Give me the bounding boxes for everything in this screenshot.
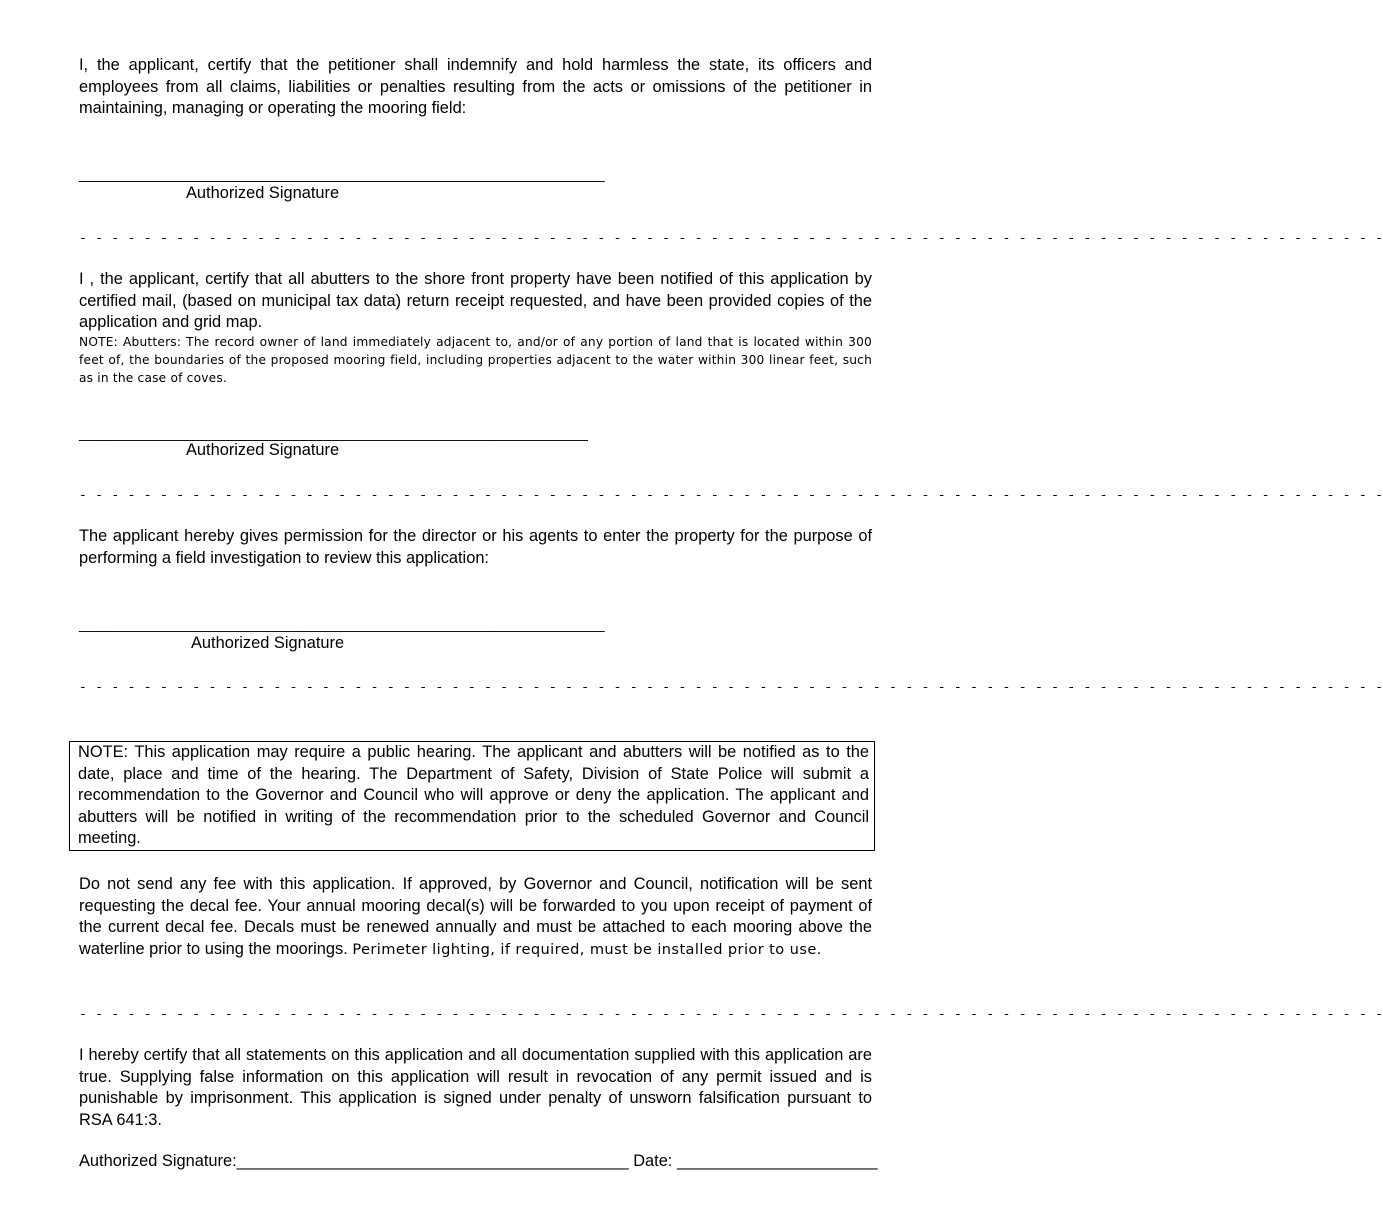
- fee-instructions-text: Do not send any fee with this application. If approved, by Governor and Council, notification will be sent requesting the decal fee. Your annual mooring decal(s) will be forwarded to you upon receipt of payment of the current decal fee. Decals must be renewed annually and must be attached to each mooring above the waterline prior to using the moorings.: [79, 875, 872, 958]
- signature-label-3: Authorized Signature: [191, 634, 345, 652]
- separator-1: - - - - - - - - - - - - - - - - - - - - - - - - - - - - - - - - - - - - - - - - - - - - - - - - - - - - - - - - - - - - - - - - - - - - - - - - - - - - - - - - -: [79, 231, 1383, 246]
- abutters-certification-text: I , the applicant, certify that all abutters to the shore front property have been notified of this application by certified mail, (based on municipal tax data) return receipt requested, and have been provided copies of the application and grid map.: [79, 270, 872, 331]
- signature-line-3[interactable]: _______________________________________________________________: [79, 616, 605, 633]
- indemnify-certification-text: I, the applicant, certify that the petitioner shall indemnify and hold harmless the state, its officers and employees from all claims, liabilities or penalties resulting from the acts or omissions of the petitioner in maintaining, managing or operating the mooring field:: [79, 56, 872, 117]
- fee-instructions: [79, 874, 872, 960]
- date-label: Date:: [633, 1152, 673, 1170]
- public-hearing-notice-text: NOTE: This application may require a public hearing. The applicant and abutters will be notified as to the date, place and time of the hearing. The Department of Safety, Division of State Police will submit a recommendation to the Governor and Council who will approve or deny the application. The applicant and abutters will be notified in writing of the recommendation prior to the scheduled Governor and Council meeting.: [78, 743, 869, 847]
- signature-label-1: Authorized Signature: [186, 184, 340, 202]
- final-signature-label: Authorized Signature:: [79, 1152, 237, 1170]
- signature-line-1[interactable]: _______________________________________________________________: [79, 166, 605, 183]
- signature-line-2[interactable]: _____________________________________________________________: [79, 425, 588, 442]
- date-field[interactable]: ______________________: [676, 1152, 878, 1170]
- separator-4: - - - - - - - - - - - - - - - - - - - - - - - - - - - - - - - - - - - - - - - - - - - - - - - - - - - - - - - - - - - - - - - - - - - - - - - - - - - - - - - - -: [79, 1007, 1383, 1022]
- signature-label-2: Authorized Signature: [186, 441, 340, 459]
- entry-permission-text: The applicant hereby gives permission for the director or his agents to enter the property for the purpose of performing a field investigation to review this application:: [79, 527, 872, 567]
- abutters-note: NOTE: Abutters: The record owner of land immediately adjacent to, and/or of any portion of land that is located within 300 feet of, the boundaries of the proposed mooring field, including properties adjacent to the water within 300 linear feet, such as in the case of coves.: [79, 335, 872, 385]
- final-signature-field[interactable]: ___________________________________________: [236, 1152, 629, 1170]
- public-hearing-notice-box: [69, 741, 875, 851]
- perimeter-lighting-note: Perimeter lighting, if required, must be installed prior to use.: [352, 940, 822, 958]
- final-signature-row: [79, 1152, 877, 1171]
- separator-3: - - - - - - - - - - - - - - - - - - - - - - - - - - - - - - - - - - - - - - - - - - - - - - - - - - - - - - - - - - - - - - - - - - - - - - - - - - - - - - - - -: [79, 680, 1383, 695]
- final-certification-text: I hereby certify that all statements on this application and all documentation supplied with this application are true. Supplying false information on this application will result in revocation of any permit issued and is punishable by imprisonment. This application is signed under penalty of unsworn falsification pursuant to RSA 641:3.: [79, 1046, 872, 1129]
- separator-2: - - - - - - - - - - - - - - - - - - - - - - - - - - - - - - - - - - - - - - - - - - - - - - - - - - - - - - - - - - - - - - - - - - - - - - - - - - - - - - - - -: [79, 488, 1383, 503]
